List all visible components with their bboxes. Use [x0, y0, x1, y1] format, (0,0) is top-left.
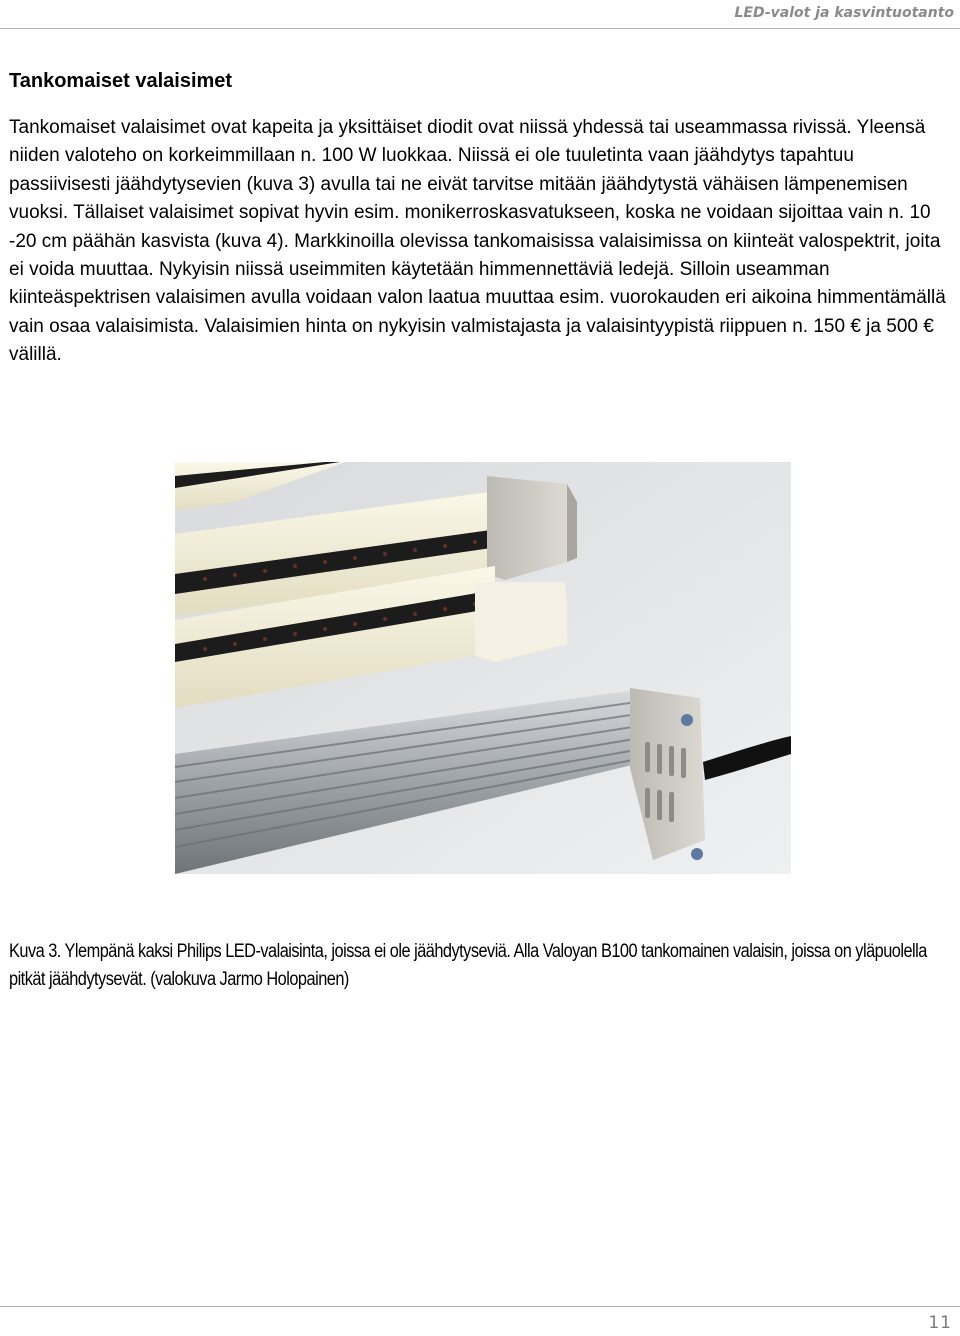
led-fixtures-photo	[175, 462, 791, 874]
section-title: Tankomaiset valaisimet	[9, 70, 233, 92]
footer-divider	[0, 1306, 960, 1307]
running-header-title: LED-valot ja kasvintuotanto	[734, 5, 954, 21]
figure-caption: Kuva 3. Ylempänä kaksi Philips LED-valaisinta, joissa ei ole jäähdytyseviä. Alla Valoyan B100 tankomainen valaisin, joissa on yläpuolella pitkät jäähdytysevät. (valokuva Jarmo Holopainen)	[9, 941, 927, 990]
philips-fixture-1-endcap	[487, 476, 567, 580]
body-paragraph: Tankomaiset valaisimet ovat kapeita ja yksittäiset diodit ovat niissä yhdessä tai useammassa rivissä. Yleensä niiden valoteho on korkeimmillaan n. 100 W luokkaa. Niissä ei ole tuuletinta vaan jäähdytys tapahtuu passiivisesti jäähdytysevien (kuva 3) avulla tai ne eivät tarvitse mitään jäähdytystä vähäisen lämpenemisen vuoksi. Tällaiset valaisimet sopivat hyvin esim. monikerroskasvatukseen, koska ne voidaan sijoittaa vain n. 10 -20 cm päähän kasvista (kuva 4). Markkinoilla olevissa tankomaisissa valaisimissa on kiinteät valospektrit, joita ei voida muuttaa. Nykyisin niissä useimmiten käytetään himmennettäviä ledejä. Silloin useamman kiinteäspektrisen valaisimen avulla voidaan valon laatua muuttaa esim. vuorokauden eri aikoina himmentämällä vain osaa valaisimista. Valaisimien hinta on nykyisin valmistajasta ja valaisintyypistä riippuen n. 150 € ja 500 € välillä.	[9, 117, 946, 366]
page-number: 11	[928, 1313, 952, 1333]
header-divider	[0, 28, 960, 29]
figure-photo	[175, 462, 791, 874]
screw-bottom	[691, 848, 703, 860]
screw-top	[681, 714, 693, 726]
